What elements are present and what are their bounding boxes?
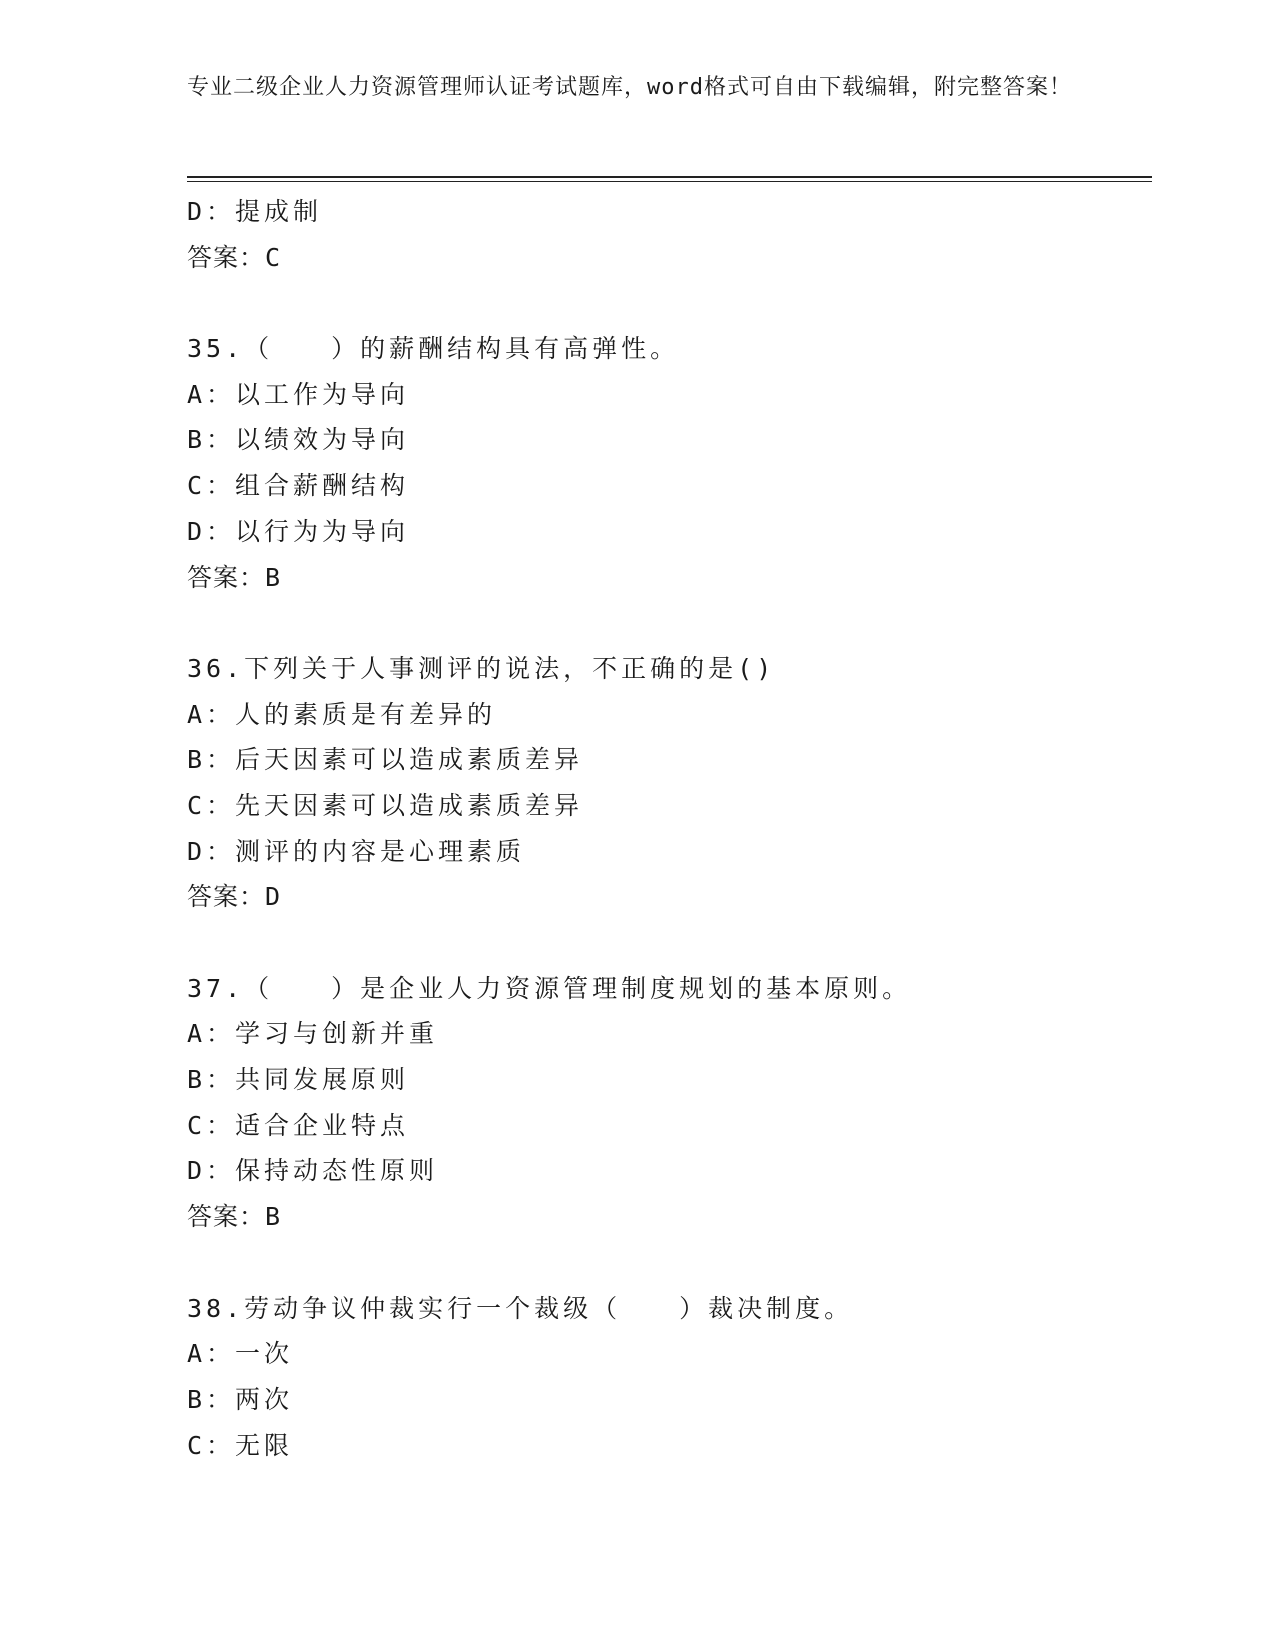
option-c: C：先天因素可以造成素质差异	[187, 790, 584, 820]
answer-line: 答案：B	[187, 1202, 282, 1232]
question-block-36	[187, 646, 1147, 920]
option-d: D：提成制	[187, 197, 323, 226]
option-b: B：以绩效为导向	[187, 425, 410, 455]
question-stem: 36.下列关于人事测评的说法，不正确的是()	[187, 653, 776, 683]
question-block-35	[187, 326, 1147, 600]
question-block-37	[187, 966, 1147, 1240]
option-d: D：保持动态性原则	[187, 1156, 439, 1186]
option-a: A：一次	[187, 1339, 294, 1369]
option-b: B：两次	[187, 1384, 294, 1414]
answer-line: 答案：D	[187, 882, 282, 912]
option-a: A：学习与创新并重	[187, 1019, 439, 1049]
option-c: C：组合薪酬结构	[187, 471, 410, 501]
question-stem: 38.劳动争议仲裁实行一个裁级（ ）裁决制度。	[187, 1293, 854, 1323]
spacer	[187, 280, 1147, 326]
option-a: A：人的素质是有差异的	[187, 699, 497, 729]
option-d: D：以行为为导向	[187, 516, 410, 546]
question-stem: 35.（ ）的薪酬结构具有高弹性。	[187, 334, 680, 364]
header-rule-thick	[187, 176, 1152, 178]
spacer	[187, 1240, 1147, 1286]
header-rule-thin	[187, 181, 1152, 182]
question-stem: 37.（ ）是企业人力资源管理制度规划的基本原则。	[187, 973, 912, 1003]
option-a: A：以工作为导向	[187, 379, 410, 409]
spacer	[187, 600, 1147, 646]
spacer	[187, 920, 1147, 966]
question-block-38	[187, 1286, 1147, 1469]
option-b: B：共同发展原则	[187, 1065, 410, 1095]
option-b: B：后天因素可以造成素质差异	[187, 745, 584, 775]
option-d: D：测评的内容是心理素质	[187, 836, 526, 866]
answer-line: 答案：C	[187, 242, 282, 272]
answer-line: 答案：B	[187, 562, 282, 592]
page-header: 专业二级企业人力资源管理师认证考试题库，word格式可自由下载编辑，附完整答案！	[187, 75, 1072, 100]
option-c: C：适合企业特点	[187, 1110, 410, 1140]
option-c: C：无限	[187, 1430, 294, 1460]
question-list	[187, 189, 1147, 1468]
